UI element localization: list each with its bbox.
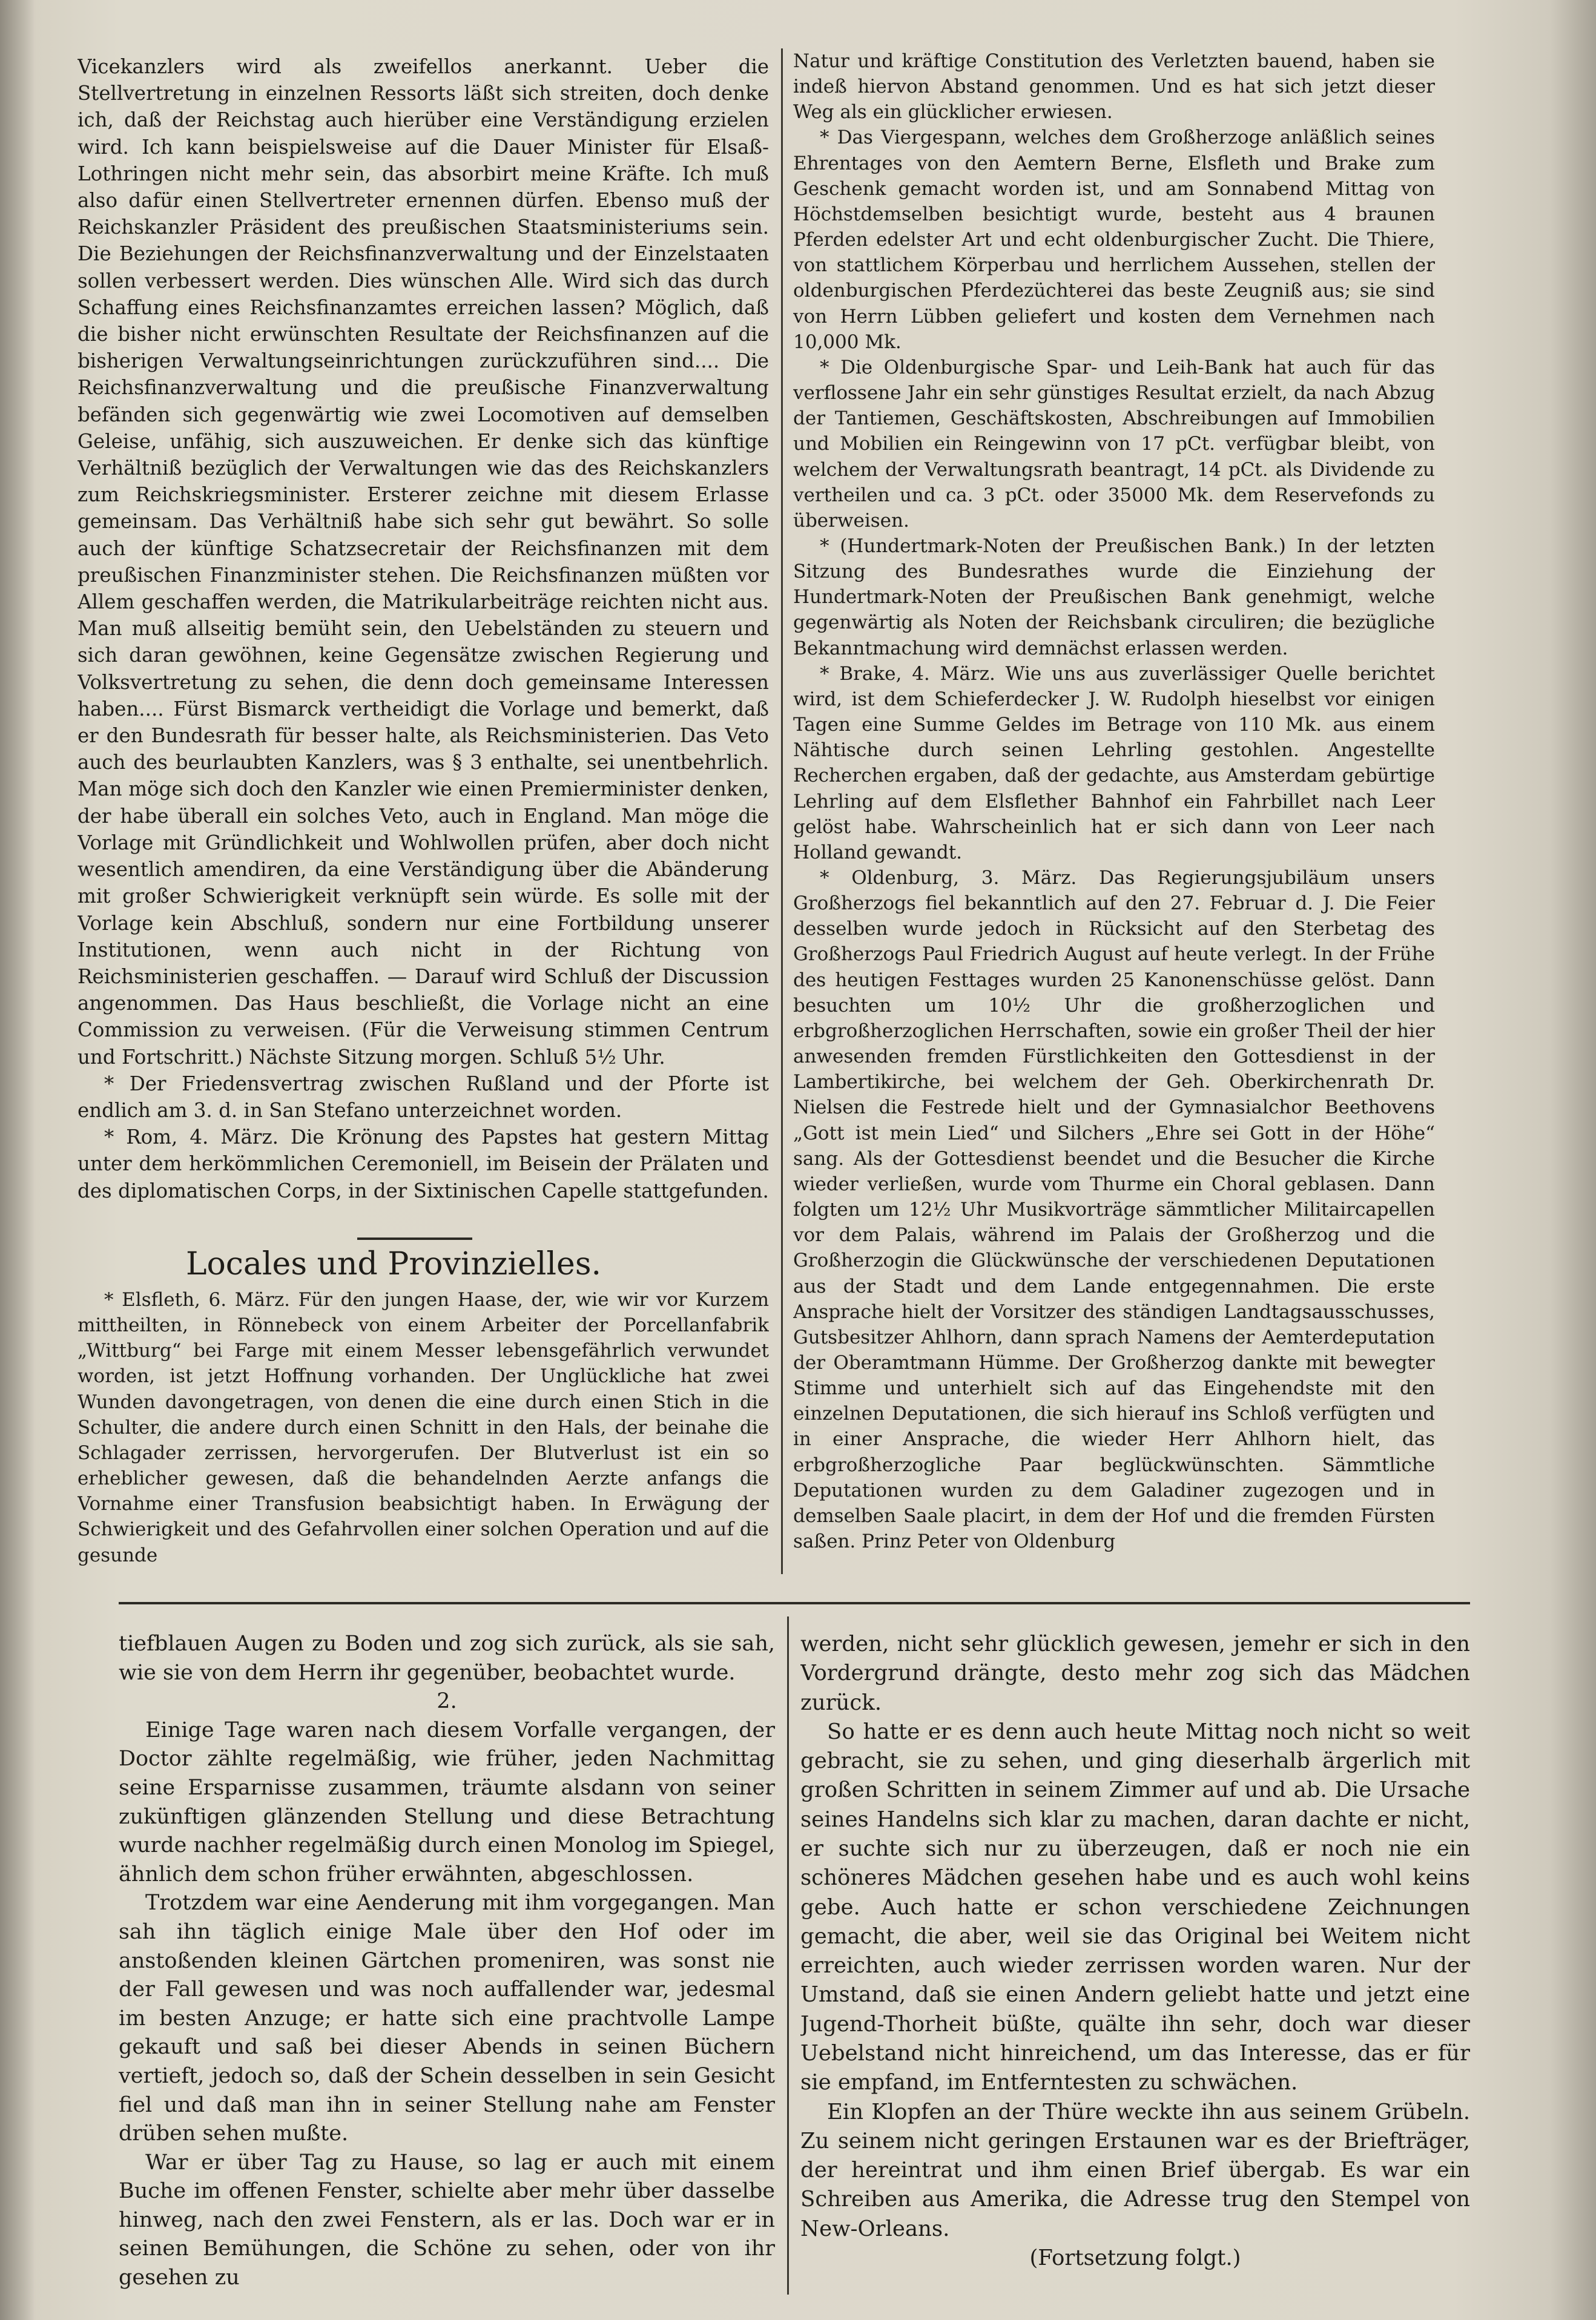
column-rule <box>787 1616 789 2295</box>
news-paragraph: * Brake, 4. März. Wie uns aus zuverlässiger Quelle berichtet wird, ist dem Schieferdecker J. W. Rudolph hieselbst vor einigen Tagen eine Summe Geldes im Betrage von 110 Mk. aus einem Nähtische durch seinen Lehrling gestohlen. Angestellte Recherchen ergaben, daß der gedachte, aus Amsterdam gebürtige Lehrling auf dem Elsflether Bahnhof ein Fahrbillet nach Leer gelöst habe. Wahrscheinlich hat er sich dann von Leer nach Holland gewandt. <box>793 662 1435 863</box>
section-title: Locales und Provinzielles. <box>185 1246 602 1282</box>
feuilleton-column-left <box>119 1630 775 2296</box>
feuilleton-paragraph: So hatte er es denn auch heute Mittag noch nicht so weit gebracht, sie zu sehen, und ging dieserhalb ärgerlich mit großen Schritten in seinem Zimmer auf und ab. Die Ursache seines Handelns sich klar zu machen, daran dachte er nicht, er suchte sich nur zu überzeugen, daß er noch nie ein schöneres Mädchen gesehen habe und es auch wohl keins gebe. Auch hatte er schon verschiedene Zeichnungen gemacht, die aber, weil sie das Original bei Weitem nicht erreichten, auch wieder zerrissen worden waren. Nur der Umstand, daß sie einen Andern geliebt hatte und jetzt eine Jugend-Thorheit büßte, quälte ihn sehr, doch war dieser Uebelstand nicht hinreichend, um das Interesse, das er für sie empfand, im Entferntesten zu schwächen. <box>800 1719 1470 2095</box>
local-news-column <box>77 1287 769 1572</box>
feuilleton-paragraph: Ein Klopfen an der Thüre weckte ihn aus seinem Grübeln. Zu seinem nicht geringen Erstaunen war es der Briefträger, der hereintrat und ihm einen Brief übergab. Es war ein Schreiben aus Amerika, die Adresse trug den Stempel von New-Orleans. <box>800 2099 1470 2241</box>
feuilleton-paragraph: Einige Tage waren nach diesem Vorfalle vergangen, der Doctor zählte regelmäßig, wie früher, jeden Nachmittag seine Ersparnisse zusammen, träumte alsdann von seiner zukünftigen glänzenden Stellung und diese Betrachtung wurde nachher regelmäßig durch einen Monolog im Spiegel, ähnlich dem schon früher erwähnten, abgeschlossen. <box>119 1718 775 1887</box>
binding-gutter <box>0 0 34 2320</box>
news-paragraph: * Rom, 4. März. Die Krönung des Papstes hat gestern Mittag unter dem herkömmlichen Ceremoniell, im Beisein der Prälaten und des diplomatischen Corps, in der Sixtinischen Capelle stattgefunden. <box>77 1125 769 1202</box>
feuilleton-paragraph: tiefblauen Augen zu Boden und zog sich zurück, als sie sah, wie sie von dem Herrn ihr gegenüber, beobachtet wurde. <box>119 1632 775 1685</box>
feuilleton-paragraph: werden, nicht sehr glücklich gewesen, jemehr er sich in den Vordergrund drängte, desto mehr zog sich das Mädchen zurück. <box>800 1632 1470 1715</box>
feuilleton-paragraph: War er über Tag zu Hause, so lag er auch mit einem Buche im offenen Fenster, schielte aber mehr über dasselbe hinweg, nach den zwei Fenstern, als er las. Doch war er in seinen Bemühungen, die Schöne zu sehen, oder von ihr gesehen zu <box>119 2150 775 2290</box>
chapter-number: 2. <box>437 1689 457 1714</box>
feuilleton-separator <box>119 1602 1470 1604</box>
news-paragraph: Vicekanzlers wird als zweifellos anerkannt. Ueber die Stellvertretung in einzelnen Ressorts läßt sich streiten, doch denke ich, daß der Reichstag auch hierüber eine Verständigung erzielen wird. Ich kann beispielsweise auf die Dauer Minister für Elsaß-Lothringen nicht mehr sein, das absorbirt meine Kräfte. Ich muß also dafür einen Stellvertreter ernennen dürfen. Ebenso muß der Reichskanzler Präsident des preußischen Staatsministeriums sein. Die Beziehungen der Reichsfinanzverwaltung und der Einzelstaaten sollen verbessert werden. Dies wünschen Alle. Wird sich das durch Schaffung eines Reichsfinanzamtes erreichen lassen? Möglich, daß die bisher nicht erwünschten Resultate der Reichsfinanzen auf die bisherigen Verwaltungseinrichtungen zurückzuführen sind.... Die Reichsfinanzverwaltung und die preußische Finanzverwaltung befänden sich gegenwärtig wie zwei Locomotiven auf demselben Geleise, unfähig, sich auszuweichen. Er denke sich das künftige Verhältniß bezüglich der Verwaltungen wie das des Reichskanzlers zum Reichskriegsminister. Ersterer zeichne mit diesem Erlasse gemeinsam. Das Verhältniß habe sich sehr gut bewährt. So solle auch der künftige Schatzsecretair der Reichsfinanzen mit dem preußischen Finanzminister stehen. Die Reichsfinanzen müßten vor Allem geschaffen werden, die Matrikularbeiträge reichten nicht aus. Man muß allseitig bemüht sein, den Uebelständen zu steuern und sich daran gewöhnen, keine Gegensätze zwischen Regierung und Volksvertretung zu sehen, die denn doch gemeinsame Interessen haben.... Fürst Bismarck vertheidigt die Vorlage und bemerkt, daß er den Bundesrath für besser halte, als Reichsministerien. Das Veto auch des beurlaubten Kanzlers, was § 3 enthalte, sei unentbehrlich. Man möge sich doch den Kanzler wie einen Premierminister denken, der habe überall ein solches Veto, auch in England. Man möge die Vorlage mit Gründlichkeit und Wohlwollen prüfen, aber doch nicht wesentlich amendiren, da eine Verständigung über die Abänderung mit großer Schwierigkeit verknüpft sein würde. Es solle mit der Vorlage kein Abschluß, sondern nur eine Fortbildung unserer Institutionen, wenn auch nicht in der Richtung von Reichsministerien geschaffen. — Darauf wird Schluß der Discussion angenommen. Das Haus beschließt, die Vorlage nicht an eine Commission zu verweisen. (Für die Verweisung stimmen Centrum und Fortschritt.) Nächste Sitzung morgen. Schluß 5½ Uhr. <box>77 55 769 1069</box>
column-rule <box>781 48 783 1574</box>
news-paragraph: * Oldenburg, 3. März. Das Regierungsjubiläum unsers Großherzogs fiel bekanntlich auf den 27. Februar d. J. Die Feier desselben wurde jedoch in Rücksicht auf den Sterbetag des Großherzogs Paul Friedrich August auf heute verlegt. In der Frühe des heutigen Festtages wurden 25 Kanonenschüsse gelöst. Dann besuchten um 10½ Uhr die großherzoglichen und erbgroßherzoglichen Herrschaften, sowie ein großer Theil der hier anwesenden fremden Fürstlichkeiten den Gottesdienst in der Lambertikirche, bei welchem der Geh. Oberkirchenrath Dr. Nielsen die Festrede hielt und der Gymnasialchor Beethovens „Gott ist mein Lied“ und Silchers „Ehre sei Gott in der Höhe“ sang. Als der Gottesdienst beendet und die Besucher die Kirche wieder verließen, wurde vom Thurme ein Choral geblasen. Dann folgten um 12½ Uhr Musikvorträge sämmtlicher Militaircapellen vor dem Palais, während im Palais der Großherzog und die Großherzogin die Glückwünsche der verschiedenen Deputationen aus der Stadt und dem Lande entgegennahmen. Die erste Ansprache hielt der Vorsitzer des ständigen Landtagsausschusses, Gutsbesitzer Ahlhorn, dann sprach Namens der Aemterdeputation der Oberamtmann Hümme. Der Großherzog dankte mit bewegter Stimme und unterhielt sich auf das Eingehendste mit den einzelnen Deputationen, die sich hierauf ins Schloß verfügten und in einer Ansprache, die wieder Herr Ahlhorn hielt, das erbgroßherzogliche Paar beglückwünschten. Sämmtliche Deputationen wurden zu dem Galadiner zugezogen und in demselben Saale placirt, in dem der Hof und die fremden Fürsten saßen. Prinz Peter von Oldenburg <box>793 867 1435 1553</box>
section-divider <box>357 1237 472 1240</box>
local-paragraph: * Elsfleth, 6. März. Für den jungen Haase, der, wie wir vor Kurzem mittheilten, in Rönnebeck von einem Arbeiter der Porcellanfabrik „Wittburg“ bei Farge mit einem Messer lebensgefährlich verwundet worden, ist jetzt Hoffnung vorhanden. Der Unglückliche hat zwei Wunden davongetragen, von denen die eine durch einen Stich in die Schulter, die andere durch einen Schnitt in den Hals, der beinahe die Schlagader zerrissen, hervorgerufen. Der Blutverlust ist ein so erheblicher gewesen, daß die behandelnden Aerzte anfangs die Vornahme einer Transfusion beabsichtigt haben. In Erwägung der Schwierigkeit und des Gefahrvollen einer solchen Operation und auf die gesunde <box>77 1289 769 1566</box>
news-paragraph: * Das Viergespann, welches dem Großherzoge anläßlich seines Ehrentages von den Aemtern Berne, Elsfleth und Brake zum Geschenk gemacht worden ist, und am Sonnabend Mittag von Höchstdemselben besichtigt wurde, besteht aus 4 braunen Pferden edelster Art und echt oldenburgischer Zucht. Die Thiere, von stattlichem Körperbau und herrlichem Aussehen, stellen der oldenburgischen Pferdezüchterei das beste Zeugniß aus; sie sind von Herrn Lübben geliefert und kosten dem Vernehmen nach 10,000 Mk. <box>793 127 1435 353</box>
news-paragraph: Natur und kräftige Constitution des Verletzten bauend, haben sie indeß hiervon Abstand genommen. Und es hat sich jetzt dieser Weg als ein glücklicher erwiesen. <box>793 50 1435 124</box>
news-paragraph: * Die Oldenburgische Spar- und Leih-Bank hat auch für das verflossene Jahr ein sehr günstiges Resultat erzielt, da nach Abzug der Tantiemen, Geschäftskosten, Abschreibungen auf Immobilien und Mobilien ein Reingewinn von 17 pCt. verfügbar bleibt, von welchem der Verwaltungsrath beantragt, 14 pCt. als Dividende zu vertheilen und ca. 3 pCt. oder 35000 Mk. dem Reservefonds zu überweisen. <box>793 356 1435 532</box>
feuilleton-paragraph: Trotzdem war eine Aenderung mit ihm vorgegangen. Man sah ihn täglich einige Male über den Hof oder im anstoßenden kleinen Gärtchen promeniren, was sonst nie der Fall gewesen und was noch auffallender war, jedesmal im besten Anzuge; er hatte sich eine prachtvolle Lampe gekauft und saß bei dieser Abends in seinen Büchern vertieft, jedoch so, daß der Schein desselben in sein Gesicht fiel und daß man ihn in seiner Stellung nahe am Fenster drüben sehen mußte. <box>119 1891 775 2146</box>
feuilleton-column-right <box>800 1630 1470 2296</box>
continuation-note: (Fortsetzung folgt.) <box>1029 2245 1241 2270</box>
news-paragraph: * Der Friedensvertrag zwischen Rußland und der Pforte ist endlich am 3. d. in San Stefano unterzeichnet worden. <box>77 1072 769 1122</box>
news-column-left <box>77 53 769 1246</box>
news-column-right <box>793 48 1435 1574</box>
news-paragraph: * (Hundertmark-Noten der Preußischen Bank.) In der letzten Sitzung des Bundesrathes wurde die Einziehung der Hundertmark-Noten der Preußischen Bank genehmigt, welche gegenwärtig als Noten der Reichsbank circuliren; die bezügliche Bekanntmachung wird demnächst erlassen werden. <box>793 535 1435 659</box>
